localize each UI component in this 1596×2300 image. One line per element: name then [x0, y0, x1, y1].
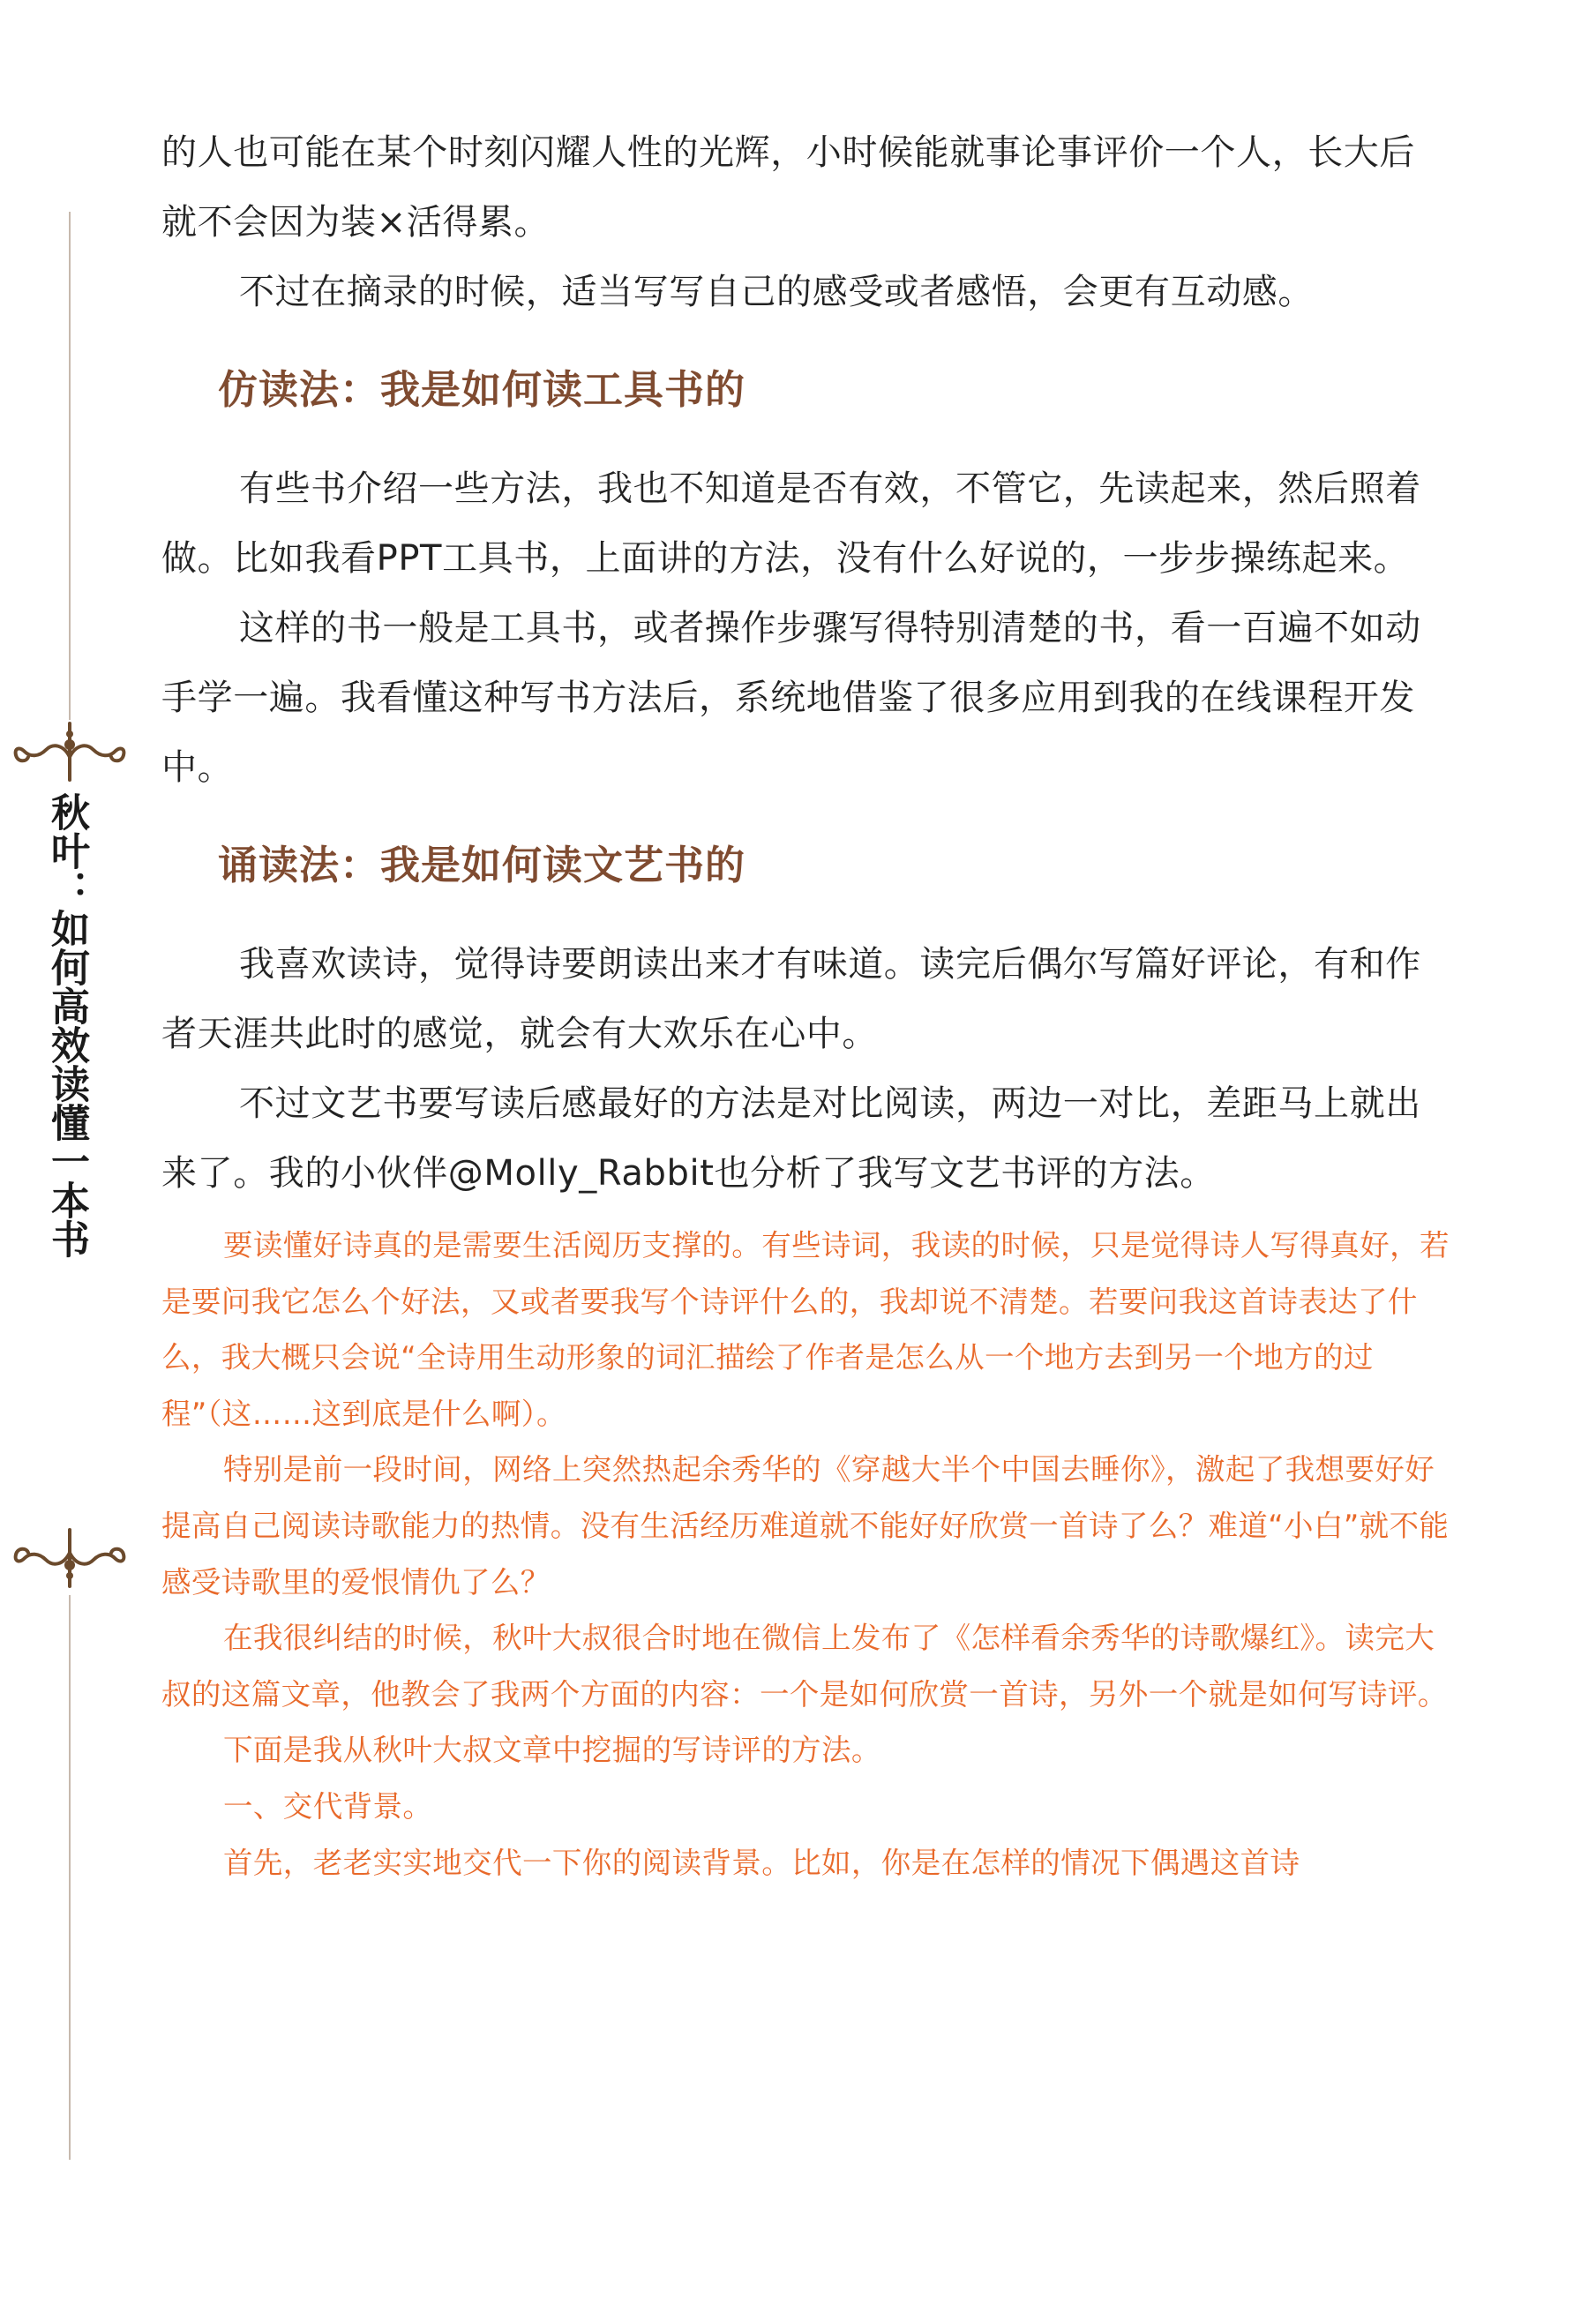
section-paragraph: 我喜欢读诗，觉得诗要朗读出来才有味道。读完后偶尔写篇好评论，有和作者天涯共此时的感觉，就会有大欢乐在心中。	[161, 944, 1421, 1054]
bottom-scroll-flourish-icon	[11, 1526, 129, 1588]
section-paragraph: 不过文艺书要写读后感最好的方法是对比阅读，两边一对比，差距马上就出来了。我的小伙伴@Molly_Rabbit也分析了我写文艺书评的方法。	[161, 1083, 1421, 1194]
rail-line-top	[69, 212, 71, 720]
article-body	[161, 118, 1450, 1891]
section-paragraph: 这样的书一般是工具书，或者操作步骤写得特别清楚的书，看一百遍不如动手学一遍。我看懂这种写书方法后，系统地借鉴了很多应用到我的在线课程开发中。	[161, 608, 1421, 788]
section-paragraph: 有些书介绍一些方法，我也不知道是否有效，不管它，先读起来，然后照着做。比如我看PPT工具书，上面讲的方法，没有什么好说的，一步步操练起来。	[161, 468, 1421, 579]
quoted-paragraph: 下面是我从秋叶大叔文章中挖掘的写诗评的方法。	[223, 1733, 881, 1768]
section-heading: 诵读法：我是如何读文艺书的	[218, 842, 746, 888]
section-imitation-reading	[161, 361, 1450, 803]
intro-paragraph-continued: 的人也可能在某个时刻闪耀人性的光辉，小时候能就事论事评价一个人，长大后就不会因为装×活得累。	[161, 132, 1415, 243]
section-heading: 仿读法：我是如何读工具书的	[218, 366, 746, 413]
quoted-review-block	[161, 1217, 1450, 1891]
top-scroll-flourish-icon	[11, 722, 129, 783]
quoted-paragraph: 要读懂好诗真的是需要生活阅历支撑的。有些诗词，我读的时候，只是觉得诗人写得真好，若是要问我它怎么个好法，又或者要我写个诗评什么的，我却说不清楚。若要问我这首诗表达了什么，我大概只会说“全诗用生动形象的词汇描绘了作者是怎么从一个地方去到另一个地方的过程”（这……这到底是什么啊）。	[161, 1228, 1450, 1431]
side-book-title: 秋叶：如何高效读懂一本书	[44, 792, 89, 1258]
intro-paragraph: 不过在摘录的时候，适当写写自己的感受或者感悟，会更有互动感。	[239, 272, 1314, 312]
section-recitation-reading	[161, 836, 1450, 1209]
rail-line-bottom	[69, 1595, 71, 2160]
quoted-paragraph: 特别是前一段时间，网络上突然热起余秀华的《穿越大半个中国去睡你》，激起了我想要好好提高自己阅读诗歌能力的热情。没有生活经历难道就不能好好欣赏一首诗了么？难道“小白”就不能感受诗歌里的爱恨情仇了么？	[161, 1452, 1450, 1600]
quoted-paragraph: 在我很纠结的时候，秋叶大叔很合时地在微信上发布了《怎样看余秀华的诗歌爆红》。读完大叔的这篇文章，他教会了我两个方面的内容：一个是如何欣赏一首诗，另外一个就是如何写诗评。	[161, 1621, 1448, 1712]
quoted-list-heading: 一、交代背景。	[223, 1788, 433, 1824]
quoted-paragraph: 首先，老老实实地交代一下你的阅读背景。比如，你是在怎样的情况下偶遇这首诗	[223, 1845, 1300, 1880]
